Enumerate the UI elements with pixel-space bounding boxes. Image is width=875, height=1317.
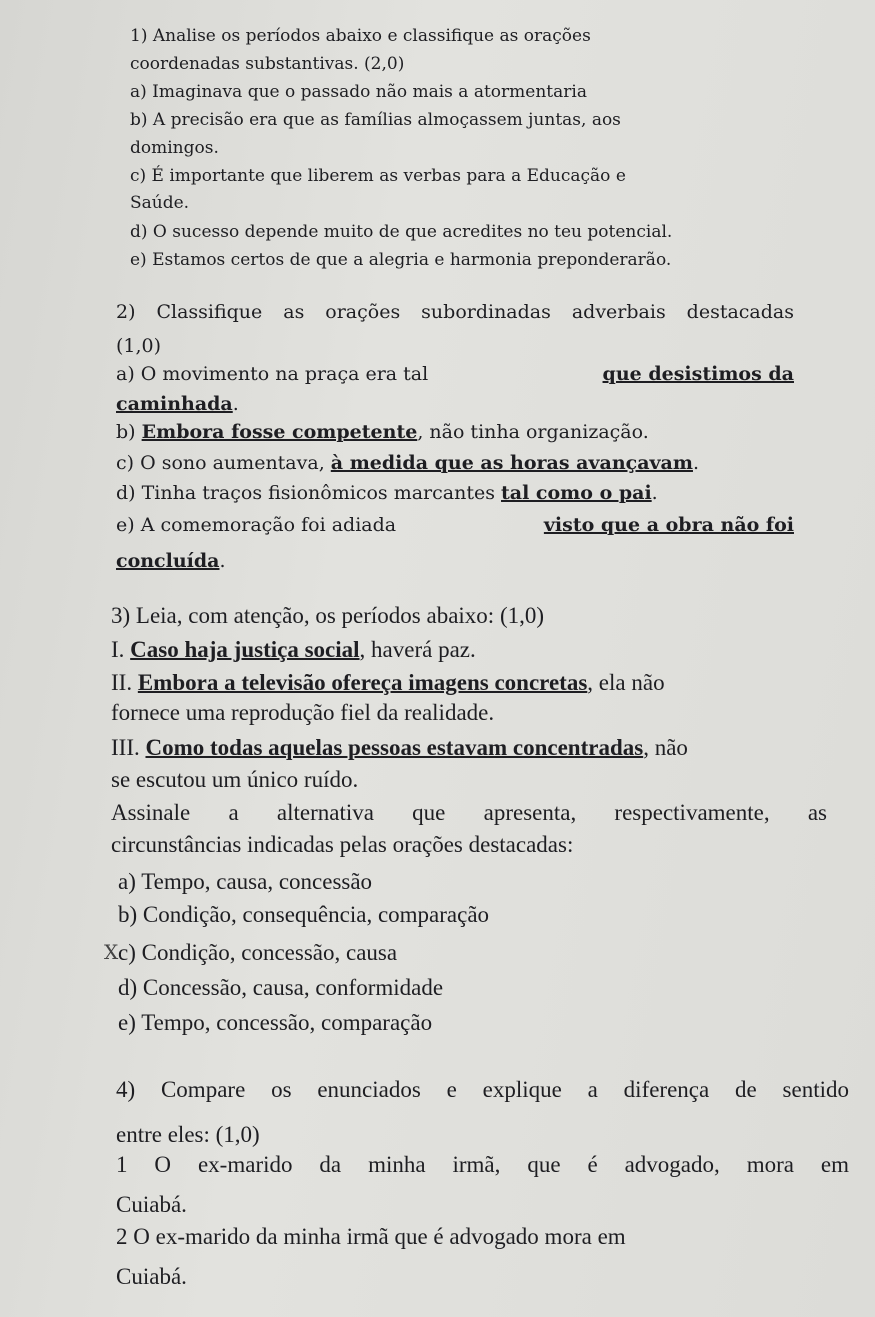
q2-b-text: , não tinha organização. — [417, 421, 649, 443]
q2-d-end: . — [651, 482, 658, 504]
q2-c-text: c) O sono aumentava, — [116, 452, 331, 474]
q3-prompt-cont: circunstâncias indicadas pelas orações destacadas: — [111, 832, 574, 857]
q1-item-b-cont: domingos. — [130, 138, 219, 158]
handwritten-x-mark: X — [104, 940, 119, 964]
q2-b-label: b) — [116, 421, 142, 443]
q3-option-d[interactable]: d) Concessão, causa, conformidade — [118, 975, 444, 1000]
q2-item-b — [116, 421, 649, 443]
q2-d-text: d) Tinha traços fisionômicos marcantes — [116, 482, 502, 504]
q1-item-d: d) O sucesso depende muito de que acredites no teu potencial. — [130, 222, 673, 242]
q2-d-highlight: tal como o pai — [501, 482, 652, 504]
q3-i-highlight: Caso haja justiça social — [130, 637, 360, 662]
q4-title-cont: entre eles: (1,0) — [116, 1122, 260, 1147]
q4-sentence-1: 1 O ex-marido da minha irmã, que é advogado, mora em — [116, 1152, 849, 1177]
q1-item-a: a) Imaginava que o passado não mais a atormentaria — [130, 82, 587, 102]
q3-period-iii — [111, 735, 688, 761]
q3-iii-label: III. — [111, 735, 146, 760]
q2-e-highlight-cont: concluída — [116, 550, 220, 572]
q2-item-c — [116, 452, 699, 474]
q3-ii-highlight: Embora a televisão ofereça imagens concretas — [137, 670, 588, 695]
q3-period-ii — [111, 670, 665, 696]
q2-a-end: . — [232, 393, 239, 415]
q2-b-highlight: Embora fosse competente — [141, 421, 418, 443]
q2-e-end: . — [219, 550, 226, 572]
q3-i-text: , haverá paz. — [359, 637, 476, 662]
q4-sentence-2: 2 O ex-marido da minha irmã que é advogado mora em — [116, 1224, 626, 1249]
q4-sentence-1-cont: Cuiabá. — [116, 1192, 187, 1217]
q3-option-b[interactable]: b) Condição, consequência, comparação — [118, 902, 490, 927]
q2-e-text: e) A comemoração foi adiada — [116, 514, 397, 536]
q2-a-highlight-cont: caminhada — [116, 393, 233, 415]
q2-item-e — [116, 514, 794, 536]
q3-iii-text: , não — [643, 735, 688, 760]
q2-title-cont: (1,0) — [116, 335, 162, 357]
q2-title: 2) Classifique as orações subordinadas adverbais destacadas — [116, 301, 794, 323]
q1-item-c-cont: Saúde. — [130, 193, 190, 213]
q1-item-c: c) É importante que liberem as verbas para a Educação e — [130, 166, 626, 186]
q2-a-text: a) O movimento na praça era tal — [116, 363, 429, 385]
q2-e-highlight: visto que a obra não foi — [543, 514, 794, 536]
q3-title: 3) Leia, com atenção, os períodos abaixo: (1,0) — [111, 603, 545, 628]
q2-a-highlight: que desistimos da — [602, 363, 794, 385]
q3-option-a[interactable]: a) Tempo, causa, concessão — [118, 869, 373, 894]
q2-item-d — [116, 482, 658, 504]
q3-period-ii-cont: fornece uma reprodução fiel da realidade. — [111, 700, 495, 725]
q3-period-i — [111, 637, 476, 663]
q3-i-label: I. — [111, 637, 131, 662]
q3-prompt: Assinale a alternativa que apresenta, respectivamente, as — [111, 800, 827, 825]
q4-title: 4) Compare os enunciados e explique a diferença de sentido — [116, 1077, 849, 1102]
q3-option-e[interactable]: e) Tempo, concessão, comparação — [118, 1010, 433, 1035]
q3-period-iii-cont: se escutou um único ruído. — [111, 767, 359, 792]
q2-c-highlight: à medida que as horas avançavam — [330, 452, 693, 474]
q2-item-a-cont — [116, 393, 239, 415]
q1-title-cont: coordenadas substantivas. (2,0) — [130, 54, 405, 74]
q3-option-c[interactable]: c) Condição, concessão, causa — [118, 940, 398, 965]
q2-item-a — [116, 363, 794, 385]
q2-item-e-cont — [116, 550, 226, 572]
q1-item-e: e) Estamos certos de que a alegria e harmonia preponderarão. — [130, 250, 672, 270]
q1-item-b: b) A precisão era que as famílias almoçassem juntas, aos — [130, 110, 621, 130]
q3-ii-text: , ela não — [587, 670, 665, 695]
q4-sentence-2-cont: Cuiabá. — [116, 1264, 187, 1289]
q1-title: 1) Analise os períodos abaixo e classifique as orações — [130, 26, 591, 46]
q3-ii-label: II. — [111, 670, 138, 695]
q2-c-end: . — [692, 452, 700, 474]
q3-iii-highlight: Como todas aquelas pessoas estavam concentradas — [145, 735, 644, 760]
